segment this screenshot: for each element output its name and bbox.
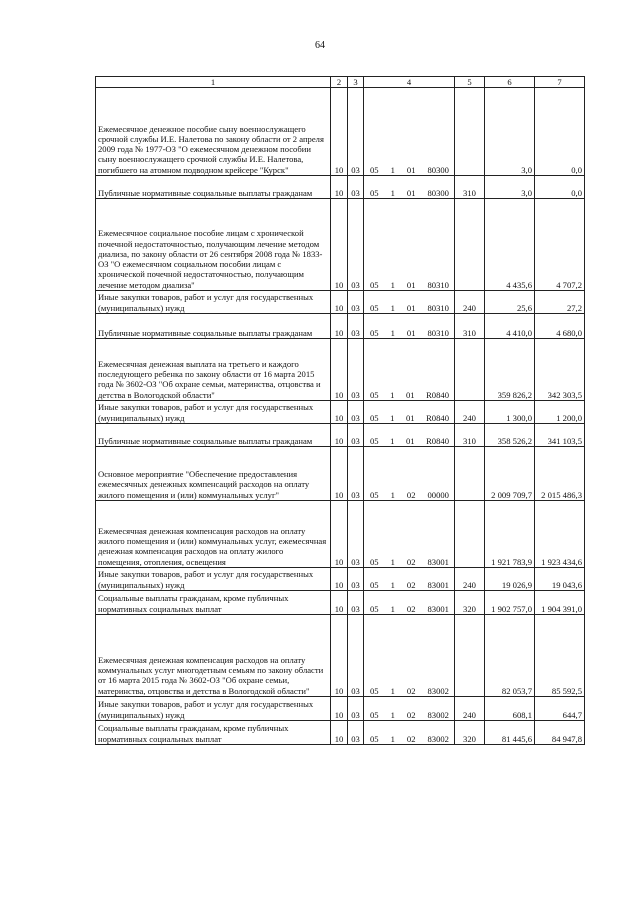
- amount-col-6: 2 009 709,7: [485, 447, 535, 501]
- target-article-code: [366, 165, 452, 175]
- code-part: 05: [370, 302, 379, 313]
- amount-col-6: 4 435,6: [485, 199, 535, 291]
- code-part: 01: [405, 412, 415, 423]
- code-col-3: 03: [348, 721, 364, 745]
- code-part: 05: [370, 709, 379, 720]
- budget-table: [95, 76, 585, 745]
- row-description: Иные закупки товаров, работ и услуг для государственных (муниципальных) нужд: [96, 568, 331, 591]
- header-col-2: 2: [331, 77, 348, 88]
- amount-col-6: 359 826,2: [485, 339, 535, 401]
- code-col-4: [364, 199, 455, 291]
- row-description: Иные закупки товаров, работ и услуг для государственных (муниципальных) нужд: [96, 291, 331, 314]
- table-row: [96, 568, 585, 591]
- code-part: 1: [390, 603, 395, 614]
- code-part: 83002: [427, 709, 449, 720]
- code-col-3: 03: [348, 339, 364, 401]
- header-col-4: 4: [364, 77, 455, 88]
- code-part: 1: [390, 187, 395, 198]
- row-description: Публичные нормативные социальные выплаты гражданам: [96, 314, 331, 339]
- code-col-4: [364, 291, 455, 314]
- code-col-3: 03: [348, 568, 364, 591]
- amount-col-7: 1 200,0: [535, 401, 585, 424]
- code-part: 83002: [427, 733, 449, 744]
- target-article-code: [366, 580, 452, 590]
- code-col-4: [364, 176, 455, 199]
- code-part: R0840: [426, 412, 449, 423]
- code-part: 80310: [427, 302, 449, 313]
- code-part: 1: [390, 709, 395, 720]
- code-part: 01: [406, 302, 416, 313]
- table-row: [96, 721, 585, 745]
- amount-col-6: 3,0: [485, 176, 535, 199]
- expense-type-code: [455, 339, 485, 401]
- code-part: 05: [370, 556, 379, 567]
- amount-col-6: 19 026,9: [485, 568, 535, 591]
- header-col-3: 3: [348, 77, 364, 88]
- code-part: 05: [370, 435, 379, 446]
- code-part: 1: [390, 435, 395, 446]
- expense-type-code: [455, 447, 485, 501]
- target-article-code: [366, 734, 452, 744]
- code-part: 1: [390, 302, 395, 313]
- header-col-1: 1: [96, 77, 331, 88]
- target-article-code: [366, 436, 452, 446]
- code-part: 05: [370, 733, 379, 744]
- amount-col-7: 1 923 434,6: [535, 501, 585, 568]
- code-col-4: [364, 615, 455, 697]
- code-col-3: 03: [348, 314, 364, 339]
- amount-col-7: 1 904 391,0: [535, 591, 585, 615]
- table-row: [96, 314, 585, 339]
- amount-col-6: 4 410,0: [485, 314, 535, 339]
- table-row: [96, 424, 585, 447]
- code-col-4: [364, 339, 455, 401]
- code-col-4: [364, 591, 455, 615]
- code-part: 05: [370, 489, 379, 500]
- code-col-4: [364, 501, 455, 568]
- row-description: Иные закупки товаров, работ и услуг для государственных (муниципальных) нужд: [96, 697, 331, 721]
- expense-type-code: [455, 615, 485, 697]
- code-part: 01: [406, 164, 416, 175]
- row-description: Ежемесячная денежная компенсация расходов на оплату жилого помещения и (или) коммунальных услуг, ежемесячная денежная компенсация расходов на оплату жилого помещения, отопления, освещения: [96, 501, 331, 568]
- amount-col-7: 342 303,5: [535, 339, 585, 401]
- row-description: Публичные нормативные социальные выплаты гражданам: [96, 176, 331, 199]
- code-part: 02: [406, 489, 416, 500]
- code-col-4: [364, 314, 455, 339]
- table-row: [96, 339, 585, 401]
- amount-col-6: 82 053,7: [485, 615, 535, 697]
- code-col-3: 03: [348, 291, 364, 314]
- code-col-3: 03: [348, 447, 364, 501]
- amount-col-6: 608,1: [485, 697, 535, 721]
- code-col-2: 10: [331, 501, 348, 568]
- amount-col-6: 25,6: [485, 291, 535, 314]
- amount-col-7: 84 947,8: [535, 721, 585, 745]
- code-col-3: 03: [348, 176, 364, 199]
- table-row: [96, 176, 585, 199]
- page-number: 64: [315, 40, 325, 51]
- target-article-code: [366, 303, 452, 313]
- amount-col-7: 85 592,5: [535, 615, 585, 697]
- table-row: [96, 291, 585, 314]
- code-part: 1: [390, 389, 395, 400]
- target-article-code: [366, 710, 452, 720]
- code-col-2: 10: [331, 447, 348, 501]
- code-part: 05: [370, 187, 379, 198]
- code-part: 01: [406, 279, 416, 290]
- amount-col-6: 1 902 757,0: [485, 591, 535, 615]
- code-col-3: 03: [348, 501, 364, 568]
- row-description: Социальные выплаты гражданам, кроме публичных нормативных социальных выплат: [96, 591, 331, 615]
- code-part: 02: [406, 685, 416, 696]
- code-col-4: [364, 697, 455, 721]
- expense-type-code: 240: [455, 697, 485, 721]
- target-article-code: [366, 390, 452, 400]
- header-row: [96, 77, 585, 88]
- table-row: [96, 591, 585, 615]
- row-description: Ежемесячная денежная компенсация расходов на оплату коммунальных услуг многодетным семьям по закону области от 16 марта 2015 года № 3602-ОЗ "Об охране семьи, материнства, отцовства и детства в Вологодской области": [96, 615, 331, 697]
- code-col-2: 10: [331, 697, 348, 721]
- code-col-2: 10: [331, 568, 348, 591]
- code-col-4: [364, 721, 455, 745]
- expense-type-code: 310: [455, 424, 485, 447]
- code-part: 02: [406, 733, 416, 744]
- code-col-2: 10: [331, 339, 348, 401]
- expense-type-code: [455, 88, 485, 176]
- target-article-code: [366, 604, 452, 614]
- code-col-2: 10: [331, 314, 348, 339]
- table-row: [96, 697, 585, 721]
- code-part: 1: [390, 279, 395, 290]
- expense-type-code: 320: [455, 591, 485, 615]
- amount-col-7: 2 015 486,3: [535, 447, 585, 501]
- code-col-2: 10: [331, 176, 348, 199]
- expense-type-code: 310: [455, 314, 485, 339]
- code-col-2: 10: [331, 88, 348, 176]
- table-row: [96, 401, 585, 424]
- amount-col-6: 81 445,6: [485, 721, 535, 745]
- code-part: 05: [370, 412, 379, 423]
- row-description: Иные закупки товаров, работ и услуг для государственных (муниципальных) нужд: [96, 401, 331, 424]
- amount-col-7: 0,0: [535, 176, 585, 199]
- code-part: 05: [370, 579, 379, 590]
- code-part: 1: [390, 733, 395, 744]
- code-col-2: 10: [331, 615, 348, 697]
- code-part: R0840: [426, 389, 449, 400]
- code-part: 1: [390, 579, 395, 590]
- code-part: 1: [390, 164, 395, 175]
- code-col-3: 03: [348, 88, 364, 176]
- amount-col-7: 341 103,5: [535, 424, 585, 447]
- code-col-4: [364, 568, 455, 591]
- code-part: 01: [405, 389, 415, 400]
- code-part: 01: [406, 187, 416, 198]
- table-row: [96, 615, 585, 697]
- amount-col-7: 19 043,6: [535, 568, 585, 591]
- target-article-code: [366, 686, 452, 696]
- code-col-2: 10: [331, 291, 348, 314]
- expense-type-code: 240: [455, 291, 485, 314]
- code-part: 80300: [427, 164, 449, 175]
- table-row: [96, 199, 585, 291]
- row-description: Основное мероприятие "Обеспечение предоставления ежемесячных денежных компенсаций расходов на оплату жилого помещения и (или) коммунальных услуг": [96, 447, 331, 501]
- code-col-2: 10: [331, 401, 348, 424]
- amount-col-6: 3,0: [485, 88, 535, 176]
- code-col-2: 10: [331, 721, 348, 745]
- code-part: 1: [390, 327, 395, 338]
- row-description: Ежемесячное денежное пособие сыну военнослужащего срочной службы И.Е. Налетова по закону области от 2 апреля 2009 года № 1977-ОЗ "О ежемесячном денежном пособии сыну военнослужащего срочной службы И.Е. Налетова, погибшего на атомном подводном крейсере "Курск": [96, 88, 331, 176]
- code-col-2: 10: [331, 199, 348, 291]
- code-part: 05: [370, 164, 379, 175]
- expense-type-code: 240: [455, 568, 485, 591]
- code-part: 05: [370, 279, 379, 290]
- code-col-3: 03: [348, 591, 364, 615]
- code-col-4: [364, 401, 455, 424]
- code-part: 02: [406, 709, 416, 720]
- code-part: 01: [406, 327, 416, 338]
- table-row: [96, 88, 585, 176]
- amount-col-6: 1 921 783,9: [485, 501, 535, 568]
- header-col-5: 5: [455, 77, 485, 88]
- code-part: 05: [370, 327, 379, 338]
- code-part: 00000: [427, 489, 449, 500]
- row-description: Публичные нормативные социальные выплаты гражданам: [96, 424, 331, 447]
- code-part: 80300: [427, 187, 449, 198]
- code-col-4: [364, 88, 455, 176]
- code-part: 83001: [427, 603, 449, 614]
- code-part: 01: [405, 435, 415, 446]
- code-col-3: 03: [348, 401, 364, 424]
- table-row: [96, 501, 585, 568]
- target-article-code: [366, 188, 452, 198]
- code-part: 80310: [427, 279, 449, 290]
- code-col-4: [364, 424, 455, 447]
- code-part: 83002: [427, 685, 449, 696]
- code-part: 05: [370, 685, 379, 696]
- code-col-2: 10: [331, 591, 348, 615]
- table-row: [96, 447, 585, 501]
- amount-col-7: 27,2: [535, 291, 585, 314]
- code-part: 05: [370, 389, 379, 400]
- row-description: Ежемесячное социальное пособие лицам с хронической почечной недостаточностью, получающим лечение методом диализа, по закону области от 26 сентября 2008 года № 1833-ОЗ "О ежемесячном социальном пособии лицам с хронической почечной недостаточностью, получающим лечение методом диализа": [96, 199, 331, 291]
- target-article-code: [366, 490, 452, 500]
- table-header: [96, 77, 585, 88]
- amount-col-6: 1 300,0: [485, 401, 535, 424]
- amount-col-7: 4 707,2: [535, 199, 585, 291]
- expense-type-code: [455, 501, 485, 568]
- target-article-code: [366, 413, 452, 423]
- table-body: [96, 88, 585, 745]
- code-part: 02: [406, 579, 416, 590]
- header-col-7: 7: [535, 77, 585, 88]
- target-article-code: [366, 328, 452, 338]
- code-part: 02: [406, 603, 416, 614]
- code-part: 1: [390, 685, 395, 696]
- code-col-2: 10: [331, 424, 348, 447]
- amount-col-7: 0,0: [535, 88, 585, 176]
- code-col-4: [364, 447, 455, 501]
- code-part: 05: [370, 603, 379, 614]
- code-part: R0840: [426, 435, 449, 446]
- amount-col-7: 4 680,0: [535, 314, 585, 339]
- code-part: 02: [406, 556, 416, 567]
- target-article-code: [366, 280, 452, 290]
- code-part: 1: [390, 489, 395, 500]
- amount-col-6: 358 526,2: [485, 424, 535, 447]
- code-col-3: 03: [348, 615, 364, 697]
- expense-type-code: 240: [455, 401, 485, 424]
- code-col-3: 03: [348, 424, 364, 447]
- code-part: 1: [390, 412, 395, 423]
- code-part: 1: [390, 556, 395, 567]
- code-col-3: 03: [348, 199, 364, 291]
- target-article-code: [366, 557, 452, 567]
- code-col-3: 03: [348, 697, 364, 721]
- row-description: Ежемесячная денежная выплата на третьего и каждого последующего ребенка по закону области от 16 марта 2015 года № 3602-ОЗ "Об охране семьи, материнства, отцовства и детства в Вологодской области": [96, 339, 331, 401]
- amount-col-7: 644,7: [535, 697, 585, 721]
- code-part: 83001: [427, 556, 449, 567]
- expense-type-code: 310: [455, 176, 485, 199]
- row-description: Социальные выплаты гражданам, кроме публичных нормативных социальных выплат: [96, 721, 331, 745]
- code-part: 83001: [427, 579, 449, 590]
- header-col-6: 6: [485, 77, 535, 88]
- expense-type-code: 320: [455, 721, 485, 745]
- expense-type-code: [455, 199, 485, 291]
- code-part: 80310: [427, 327, 449, 338]
